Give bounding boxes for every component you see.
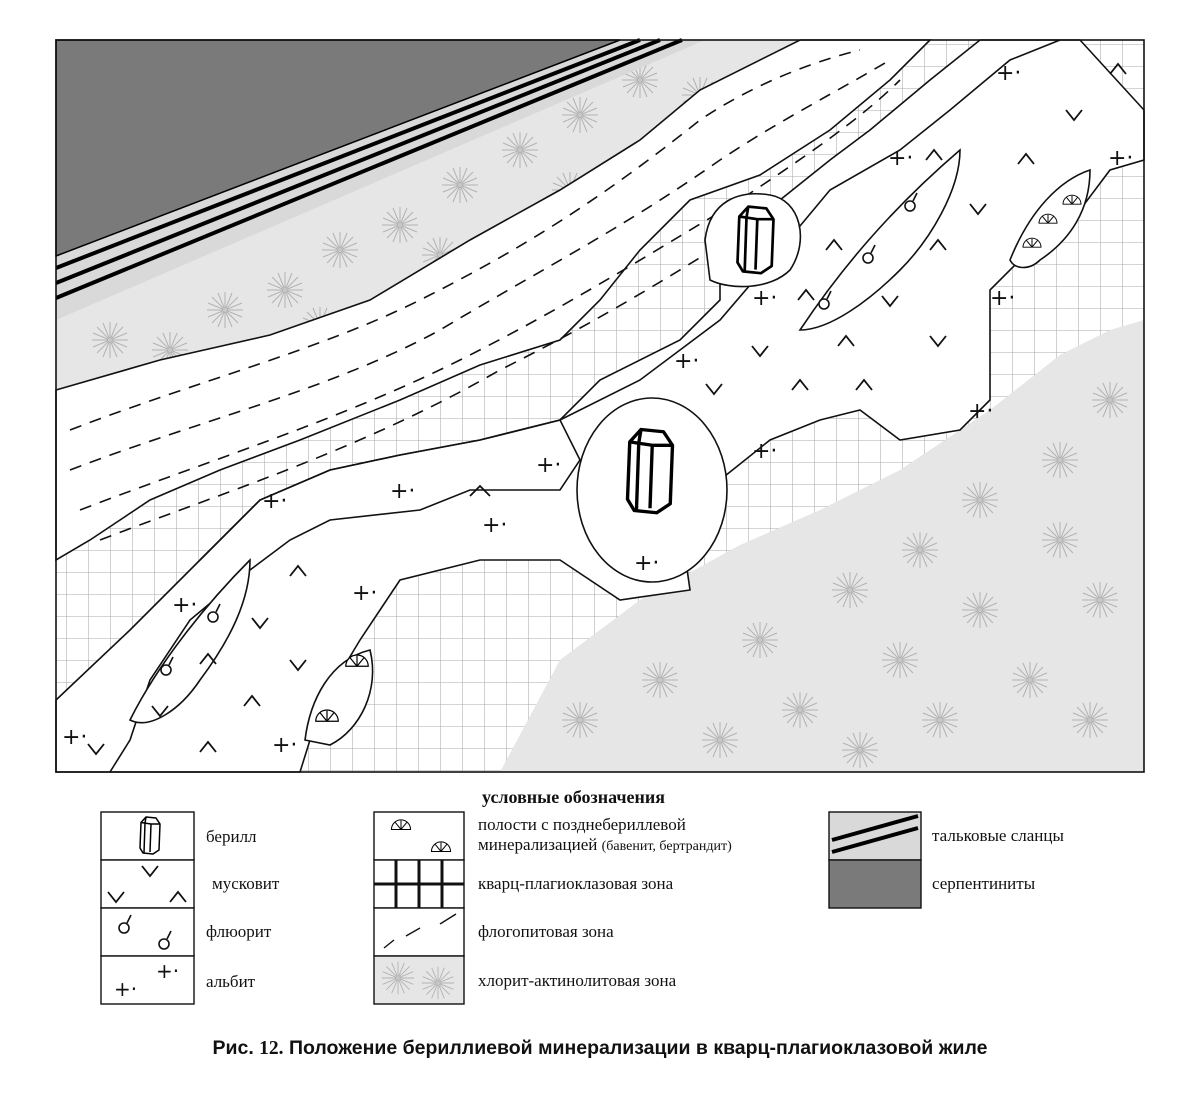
svg-text:+·: +· bbox=[262, 489, 288, 514]
legend-label-muscovite: мусковит bbox=[212, 874, 280, 893]
caption-prefix: Рис. bbox=[212, 1037, 254, 1059]
svg-text:+·: +· bbox=[634, 551, 660, 576]
legend-label-serpentinite: серпентиниты bbox=[932, 874, 1036, 893]
legend-swatch-serpentinite bbox=[829, 860, 921, 908]
legend-label-quartz-plagioclase: кварц-плагиоклазовая зона bbox=[478, 874, 674, 893]
legend-title: условные обозначения bbox=[482, 787, 665, 807]
svg-text:+·: +· bbox=[990, 286, 1016, 311]
legend-label-cavities-main: минерализацией bbox=[478, 835, 598, 854]
svg-text:+·: +· bbox=[752, 439, 778, 464]
legend-label-cavities-2 bbox=[478, 835, 732, 857]
svg-text:+·: +· bbox=[114, 977, 138, 1001]
svg-text:+·: +· bbox=[172, 593, 198, 618]
svg-text:+·: +· bbox=[536, 453, 562, 478]
svg-text:+·: +· bbox=[752, 286, 778, 311]
legend-label-albite: альбит bbox=[206, 972, 256, 991]
legend-swatch-phlogopite bbox=[374, 908, 464, 956]
legend-swatch-chlorite bbox=[374, 956, 464, 1004]
legend-label-beryl: берилл bbox=[206, 827, 257, 846]
legend-label-fluorite: флюорит bbox=[206, 922, 272, 941]
svg-text:+·: +· bbox=[156, 959, 180, 983]
legend-label-phlogopite: флогопитовая зона bbox=[478, 922, 614, 941]
svg-text:+·: +· bbox=[996, 61, 1022, 86]
caption-number: 12. bbox=[259, 1038, 284, 1059]
legend-label-cavities-minerals: (бавенит, бертрандит) bbox=[601, 839, 732, 854]
svg-text:+·: +· bbox=[390, 479, 416, 504]
svg-text:+·: +· bbox=[352, 581, 378, 606]
legend-label-cavities: полости с позднебериллевой bbox=[478, 815, 686, 834]
map-area bbox=[56, 40, 1144, 772]
legend-swatch-fluorite bbox=[101, 908, 194, 956]
svg-text:+·: +· bbox=[968, 399, 994, 424]
legend-label-chlorite: хлорит-актинолитовая зона bbox=[478, 971, 677, 990]
svg-text:+·: +· bbox=[888, 146, 914, 171]
figure-caption bbox=[0, 1037, 1200, 1060]
svg-text:+·: +· bbox=[62, 725, 88, 750]
beryl-crystal-large bbox=[628, 430, 673, 513]
svg-text:+·: +· bbox=[482, 513, 508, 538]
svg-text:+·: +· bbox=[272, 733, 298, 758]
svg-text:+·: +· bbox=[1108, 146, 1134, 171]
legend-swatch-cavities bbox=[374, 812, 464, 860]
caption-text: Положение бериллиевой минерализации в кварц-плагиоклазовой жиле bbox=[288, 1037, 988, 1059]
svg-text:+·: +· bbox=[674, 349, 700, 374]
legend-label-talc-schist: тальковые сланцы bbox=[932, 826, 1064, 845]
beryl-crystal-small bbox=[738, 207, 774, 274]
